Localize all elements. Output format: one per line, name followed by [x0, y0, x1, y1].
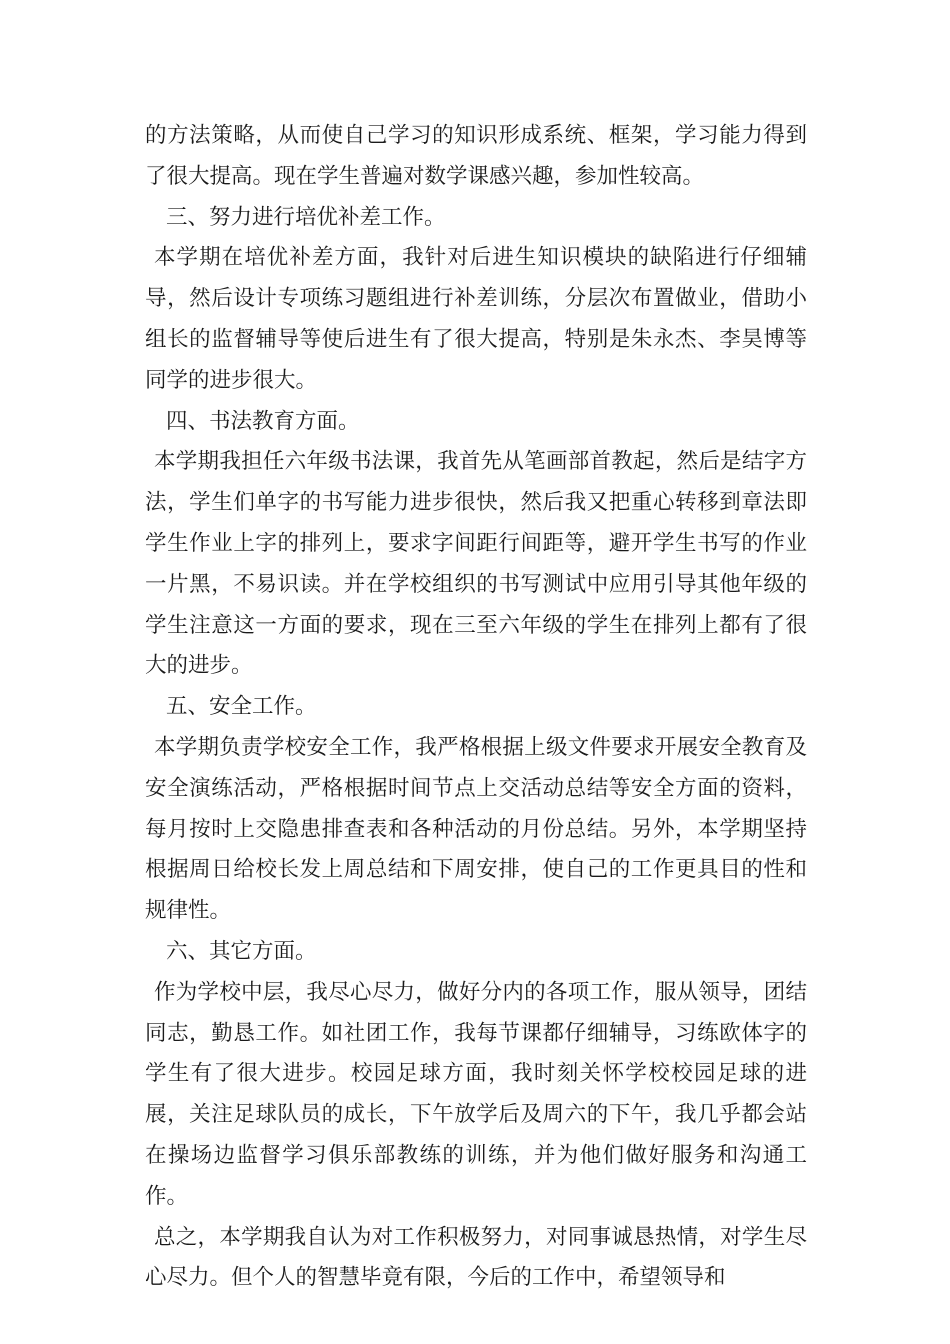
section-heading-4: 四、书法教育方面。: [166, 408, 360, 434]
section-heading-5: 五、安全工作。: [166, 694, 317, 720]
body-text: [145, 116, 807, 1299]
paragraph-section-5: 本学期负责学校安全工作，我严格根据上级文件要求开展安全教育及安全演练活动，严格根据时间节点上交活动总结等安全方面的资料，每月按时上交隐患排查表和各种活动的月份总结。另外，本学期坚持根据周日给校长发上周总结和下周安排，使自己的工作更具目的性和规律性。: [145, 734, 807, 924]
paragraph-section-6: 作为学校中层，我尽心尽力，做好分内的各项工作，服从领导，团结同志，勤恳工作。如社团工作，我每节课都仔细辅导，习练欧体字的学生有了很大进步。校园足球方面，我时刻关怀学校校园足球的进展，关注足球队员的成长，下午放学后及周六的下午，我几乎都会站在操场边监督学习俱乐部教练的训练，并为他们做好服务和沟通工作。: [145, 979, 807, 1209]
paragraph-summary: 总之，本学期我自认为对工作积极努力，对同事诚恳热情，对学生尽心尽力。但个人的智慧毕竟有限，今后的工作中，希望领导和: [145, 1224, 807, 1291]
section-heading-3: 三、努力进行培优补差工作。: [166, 204, 446, 230]
paragraph-section-3: 本学期在培优补差方面，我针对后进生知识模块的缺陷进行仔细辅导，然后设计专项练习题组进行补差训练，分层次布置做业，借助小组长的监督辅导等使后进生有了很大提高，特别是朱永杰、李昊博等同学的进步很大。: [145, 245, 807, 393]
paragraph-section-4: 本学期我担任六年级书法课，我首先从笔画部首教起，然后是结字方法，学生们单字的书写能力进步很快，然后我又把重心转移到章法即学生作业上字的排列上，要求字间距行间距等，避开学生书写的作业一片黑，不易识读。并在学校组织的书写测试中应用引导其他年级的学生注意这一方面的要求，现在三至六年级的学生在排列上都有了很大的进步。: [145, 449, 807, 679]
section-heading-6: 六、其它方面。: [166, 938, 317, 964]
paragraph-continuation: 的方法策略，从而使自己学习的知识形成系统、框架，学习能力得到了很大提高。现在学生普遍对数学课感兴趣，参加性较高。: [145, 123, 807, 189]
